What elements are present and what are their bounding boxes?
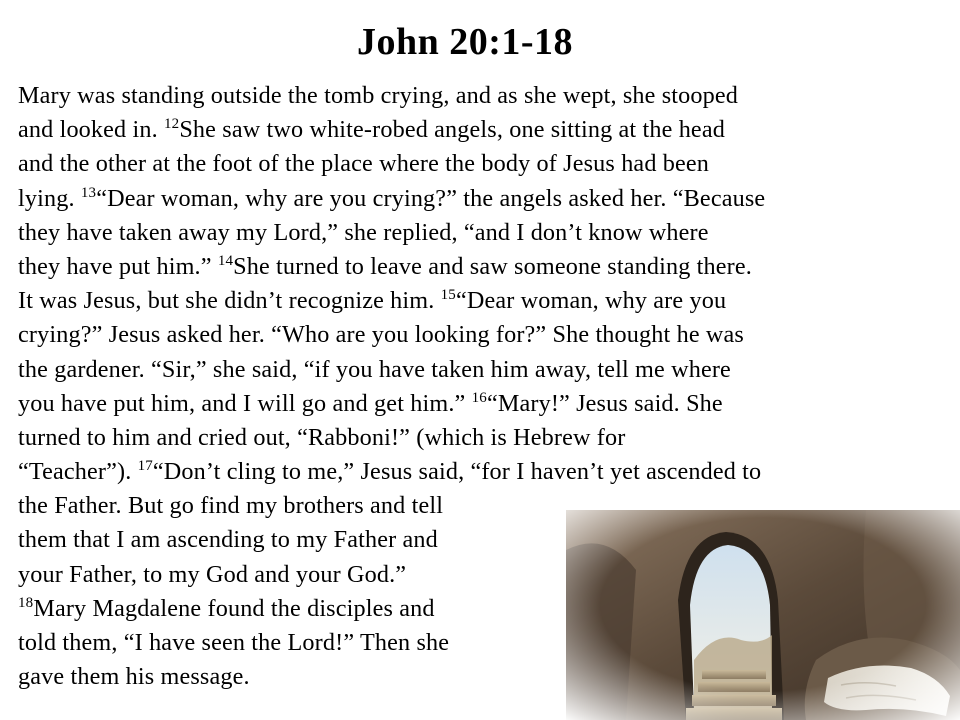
passage-line xyxy=(18,284,946,318)
passage-text: It was Jesus, but she didn’t recognize him. xyxy=(18,287,441,315)
passage-line xyxy=(18,182,946,216)
passage-text: turned to him and cried out, “Rabboni!” (which is Hebrew for xyxy=(18,423,626,451)
passage-line xyxy=(18,147,946,181)
verse-number: 18 xyxy=(18,594,34,611)
passage-text: Mary was standing outside the tomb crying, and as she wept, she stooped xyxy=(18,82,739,109)
passage-text: “Dear woman, why are you xyxy=(455,287,727,315)
verse-number: 16 xyxy=(471,389,487,406)
passage-text: the gardener. “Sir,” she said, “if you have taken him away, tell me where xyxy=(18,355,731,383)
passage-line xyxy=(18,455,946,489)
passage-line xyxy=(18,250,946,284)
passage-text: She turned to leave and saw someone standing there. xyxy=(233,252,752,280)
verse-number: 13 xyxy=(80,184,97,201)
passage-line xyxy=(18,387,946,421)
passage-text: crying?” Jesus asked her. “Who are you looking for?” She thought he was xyxy=(18,321,744,349)
passage-text: and the other at the foot of the place where the body of Jesus had been xyxy=(18,150,710,178)
passage-text: them that I am ascending to my Father and xyxy=(18,526,438,554)
verse-number: 15 xyxy=(440,287,456,304)
empty-tomb-image xyxy=(566,510,960,720)
passage-line xyxy=(18,113,946,147)
passage-text: told them, “I have seen the Lord!” Then she xyxy=(18,629,450,656)
passage-text: “Don’t cling to me,” Jesus said, “for I haven’t yet ascended to xyxy=(152,458,762,486)
passage-line xyxy=(18,318,946,352)
passage-text: lying. xyxy=(18,184,81,212)
passage-text: they have put him.” xyxy=(18,252,218,280)
passage-line xyxy=(18,216,946,250)
verse-number: 12 xyxy=(164,116,180,133)
passage-text: gave them his message. xyxy=(18,663,250,691)
passage-line xyxy=(18,79,946,113)
passage-text: the Father. But go find my brothers and tell xyxy=(18,492,444,520)
passage-text: Mary Magdalene found the disciples and xyxy=(33,594,435,622)
passage-text: they have taken away my Lord,” she replied, “and I don’t know where xyxy=(18,218,709,246)
passage-text: She saw two white-robed angels, one sitting at the head xyxy=(179,116,725,144)
passage-text: “Dear woman, why are you crying?” the angels asked her. “Because xyxy=(96,184,766,212)
verse-number: 14 xyxy=(217,252,234,269)
slide-title: John 20:1-18 xyxy=(356,21,574,63)
passage-text: your Father, to my God and your God.” xyxy=(18,560,407,588)
passage-line xyxy=(18,353,946,387)
passage-text: you have put him, and I will go and get him.” xyxy=(18,389,472,417)
verse-number: 17 xyxy=(137,458,153,475)
passage-text: “Mary!” Jesus said. She xyxy=(486,389,723,417)
passage-text: “Teacher”). xyxy=(18,458,138,486)
empty-tomb-photo-icon xyxy=(566,510,960,720)
passage-text: and looked in. xyxy=(18,116,165,144)
passage-line xyxy=(18,421,946,455)
